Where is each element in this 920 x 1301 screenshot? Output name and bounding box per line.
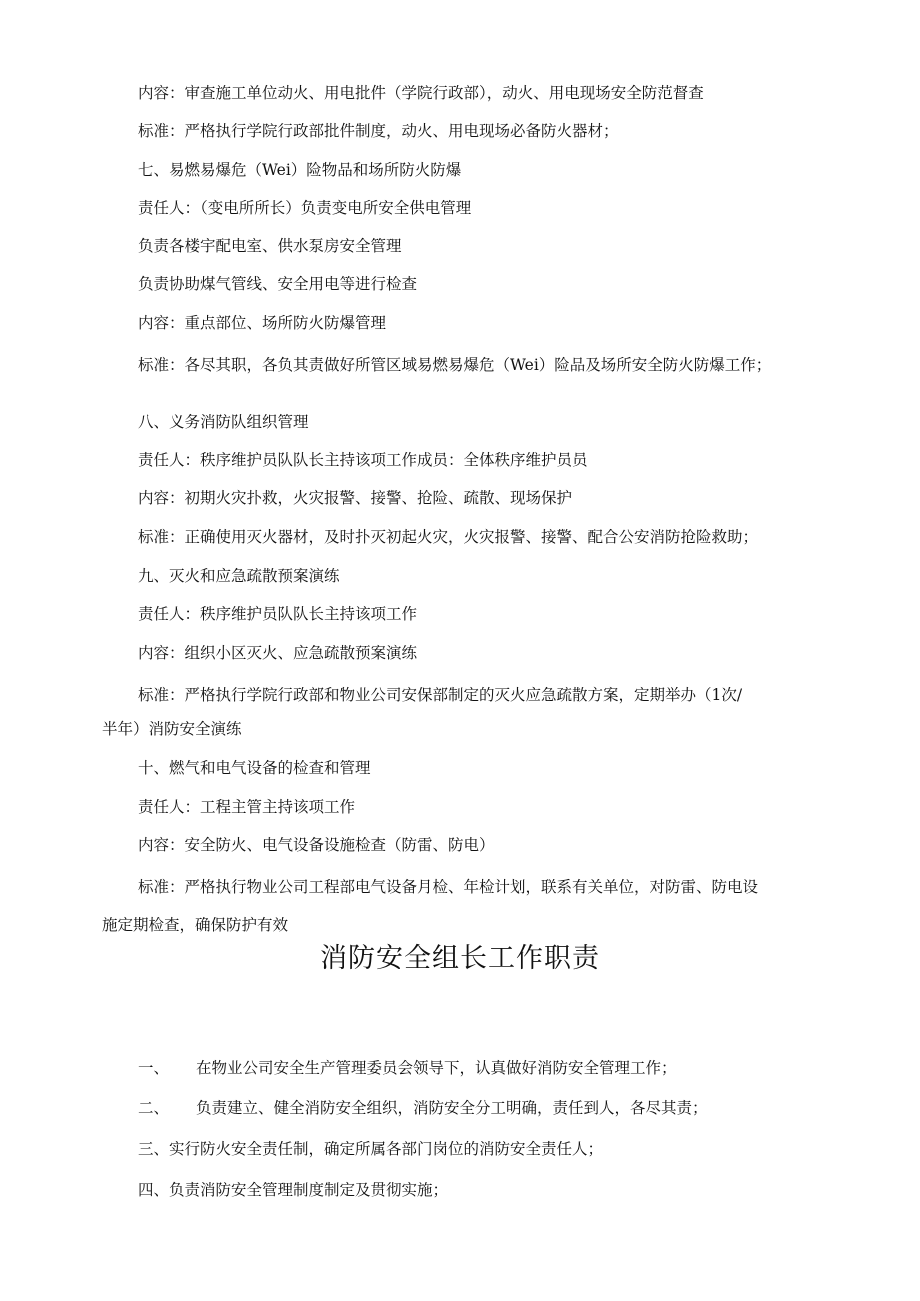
content-line-7: 内容：重点部位、场所防火防爆管理 — [138, 314, 387, 332]
duty-item-3 — [138, 1138, 838, 1160]
duty-text-2: 负责建立、健全消防安全组织，消防安全分工明确，责任到人，各尽其责； — [196, 1099, 708, 1117]
duty-item-1 — [138, 1057, 838, 1079]
content-line-8: 内容：初期火灾扑救，火灾报警、接警、抢险、疏散、现场保护 — [138, 489, 573, 507]
standard-line-7: 标准：各尽其职，各负其责做好所管区域易燃易爆危（Wei）险品及场所安全防火防爆工作； — [138, 356, 772, 374]
duty-item-2 — [138, 1097, 838, 1119]
duty-text-1: 在物业公司安全生产管理委员会领导下，认真做好消防安全管理工作； — [196, 1059, 677, 1077]
standard-line-9-cont: 半年）消防安全演练 — [102, 720, 242, 738]
section-heading-7: 七、易燃易爆危（Wei）险物品和场所防火防爆 — [138, 161, 462, 179]
standard-line-8: 标准：正确使用灭火器材，及时扑灭初起火灾，火灾报警、接警、配合公安消防抢险救助； — [138, 528, 759, 546]
duty-number-2: 二、 — [138, 1099, 170, 1117]
responsible-line-7: 责任人：（变电所所长）负责变电所安全供电管理 — [138, 199, 472, 217]
content-line-9: 内容：组织小区灭火、应急疏散预案演练 — [138, 644, 418, 662]
content-line-10: 内容：安全防火、电气设备设施检查（防雷、防电） — [138, 836, 495, 854]
standard-line-10-cont: 施定期检查，确保防护有效 — [102, 916, 289, 934]
standard-line-10: 标准：严格执行物业公司工程部电气设备月检、年检计划，联系有关单位，对防雷、防电设 — [138, 878, 759, 896]
duty-text-4: 四、负责消防安全管理制度制定及贯彻实施； — [138, 1181, 449, 1199]
section-heading-8: 八、义务消防队组织管理 — [138, 413, 309, 431]
section-heading-10: 十、燃气和电气设备的检查和管理 — [138, 759, 371, 777]
duty-item-4 — [138, 1179, 838, 1201]
responsible-line-8: 责任人：秩序维护员队队长主持该项工作成员：全体秩序维护员员 — [138, 451, 588, 469]
duty-line-7b: 负责协助煤气管线、安全用电等进行检查 — [138, 275, 418, 293]
section-heading-9: 九、灭火和应急疏散预案演练 — [138, 567, 340, 585]
section-title: 消防安全组长工作职责 — [320, 943, 600, 974]
responsible-line-10: 责任人：工程主管主持该项工作 — [138, 798, 356, 816]
duty-number-1: 一、 — [138, 1059, 170, 1077]
content-line-1: 内容：审查施工单位动火、用电批件（学院行政部），动火、用电现场安全防范督查 — [138, 84, 704, 102]
responsible-line-9: 责任人：秩序维护员队队长主持该项工作 — [138, 605, 418, 623]
standard-line-9: 标准：严格执行学院行政部和物业公司安保部制定的灭火应急疏散方案，定期举办（1次/ — [138, 686, 743, 704]
duty-line-7a: 负责各楼宇配电室、供水泵房安全管理 — [138, 237, 402, 255]
standard-line-1: 标准：严格执行学院行政部批件制度，动火、用电现场必备防火器材； — [138, 122, 619, 140]
duty-text-3: 三、实行防火安全责任制，确定所属各部门岗位的消防安全责任人； — [138, 1140, 604, 1158]
